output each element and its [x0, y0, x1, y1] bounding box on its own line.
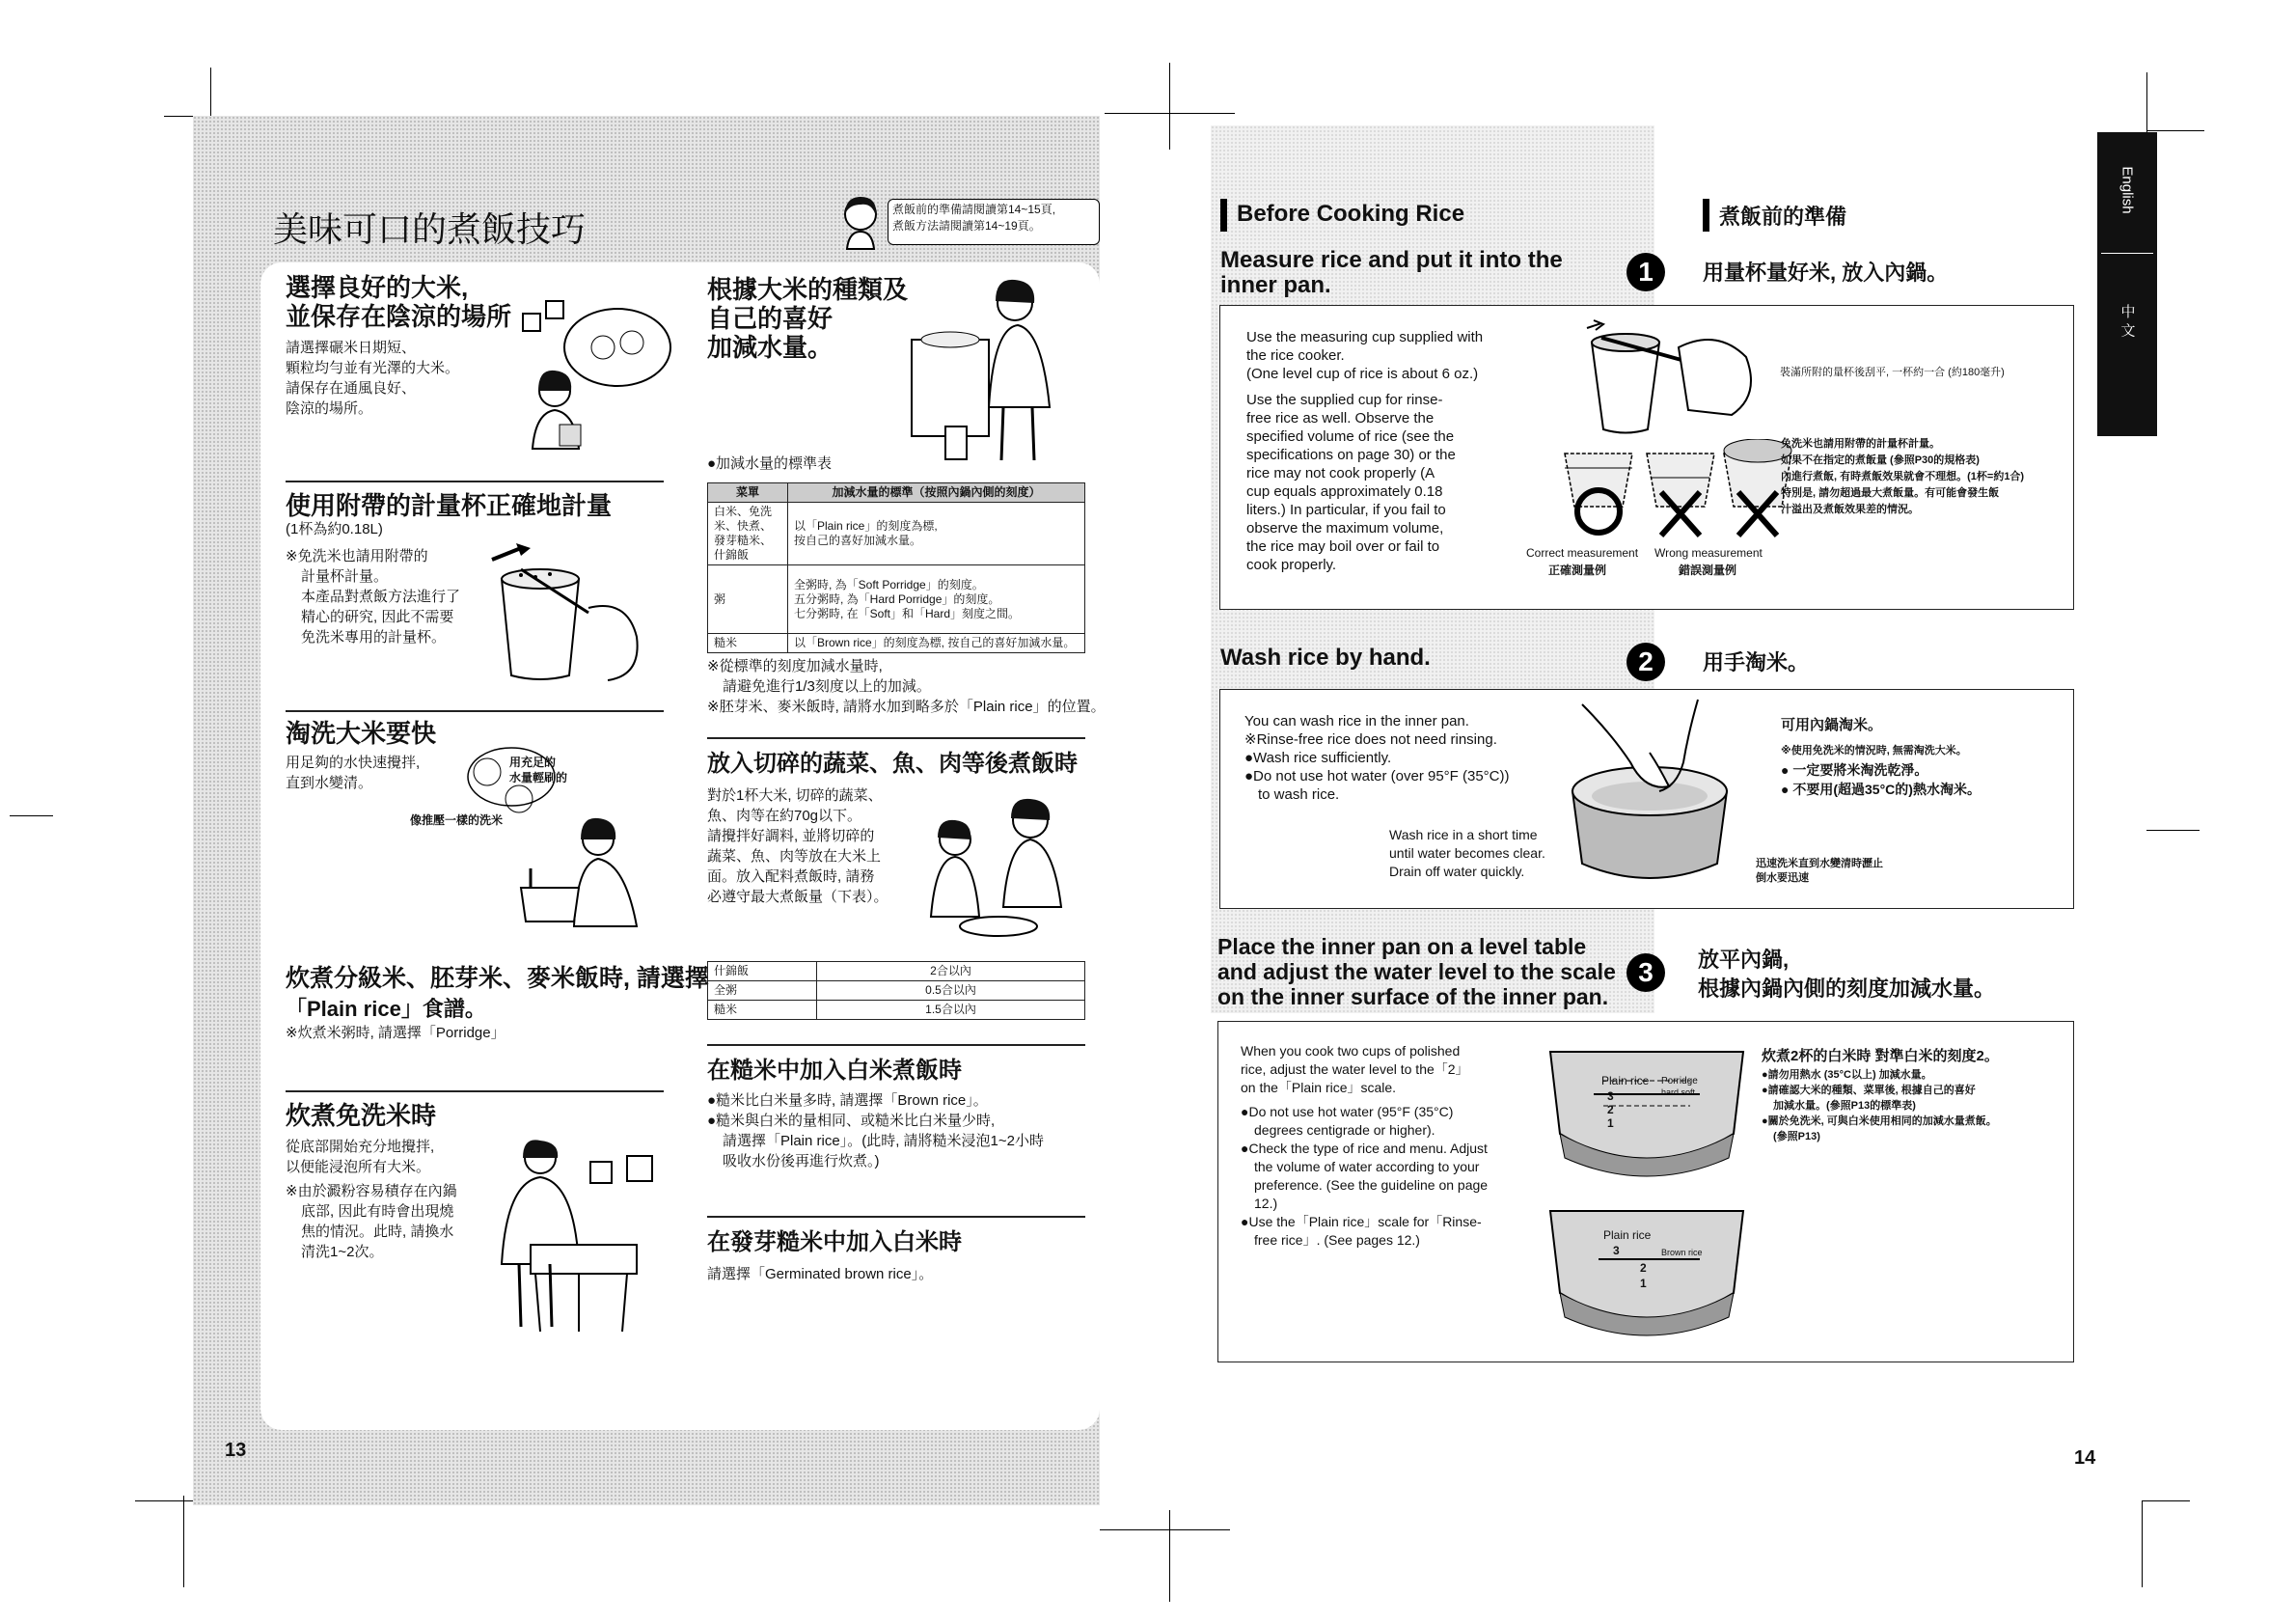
text-line: 加減水量。(參照P13的標準表)	[1773, 1100, 1916, 1112]
text-line: You can wash rice in the inner pan.	[1244, 713, 1469, 729]
scale-label-hardsoft: hard soft	[1661, 1087, 1696, 1097]
section-heading: 在發芽糙米中加入白米時	[707, 1229, 962, 1255]
crop-mark	[2142, 1500, 2143, 1587]
scale-label-plain: Plain rice	[1601, 1074, 1650, 1087]
text-line: ※使用免洗米的情況時, 無需淘洗大米。	[1781, 745, 1967, 756]
storage-illustration	[511, 289, 675, 454]
table-cell: 0.5合以內	[817, 981, 1085, 1001]
section-note: ※炊煮米粥時, 請選擇「Porridge」	[286, 1025, 506, 1041]
note-line: ※胚芽米、麥米飯時, 請將水加到略多於「Plain rice」的位置。	[707, 699, 1106, 715]
section-divider	[707, 1216, 1085, 1218]
cell-line: 全粥時, 為「Soft Porridge」的刻度。	[794, 577, 984, 591]
body-line: 從底部開始充分地攪拌,	[286, 1139, 435, 1155]
step2-text-en	[1244, 712, 1510, 804]
cell-line: 以「Brown rice」的刻度為標, 按自己的喜好加減水量。	[794, 636, 1076, 649]
body-line: 請選擇碾米日期短、	[286, 340, 417, 356]
section-subheading: (1杯為約0.18L)	[286, 521, 383, 537]
body-line: 請攪拌好調料, 並將切碎的	[707, 828, 875, 844]
section-heading: 在糙米中加入白米煮飯時	[707, 1058, 962, 1084]
table-header: 加減水量的標準（按照內鍋內側的刻度）	[788, 483, 1085, 503]
body-line: ※免洗米也請用附帶的	[286, 548, 428, 564]
cup-leveling-illustration	[1572, 318, 1765, 444]
note-line: 請避免進行1/3刻度以上的加減。	[723, 678, 931, 695]
table-cell: 1.5合以內	[817, 1001, 1085, 1020]
text-line: ● 一定要將米淘洗乾淨。	[1781, 762, 1928, 778]
step-heading-en: and adjust the water level to the scale	[1217, 959, 1616, 984]
note-line: 煮飯前的準備請閱讀第14~15頁,	[892, 203, 1056, 216]
section-divider	[286, 710, 664, 712]
table-title: ●加減水量的標準表	[707, 455, 833, 472]
inner-pan-scale-illustration	[1545, 1042, 1748, 1187]
text-line: preference. (See the guideline on page	[1254, 1177, 1489, 1193]
step-heading-en: on the inner surface of the inner pan.	[1217, 984, 1609, 1009]
scale-label-plain: Plain rice	[1603, 1228, 1652, 1242]
section-heading: 自己的喜好	[707, 304, 834, 333]
section-body	[286, 753, 420, 793]
table-cell: 糙米	[708, 634, 788, 653]
text-line: ●請勿用熱水 (35°C以上) 加減水量。	[1762, 1069, 1932, 1081]
body-line: ※由於澱粉容易積存在內鍋	[286, 1183, 457, 1199]
step-number-badge: 2	[1626, 643, 1665, 681]
text-line: free rice as well. Observe the	[1246, 410, 1435, 426]
text-line: 如果不在指定的煮飯量 (參照P30的規格表)	[1781, 454, 1980, 466]
section-heading: 放入切碎的蔬菜、魚、肉等後煮飯時	[707, 751, 1078, 777]
text-line: Wash rice in a short time	[1389, 827, 1538, 842]
body-line: 對於1杯大米, 切碎的蔬菜、	[707, 787, 883, 804]
body-line: 直到水變清。	[286, 775, 373, 791]
text-line: ●Check the type of rice and menu. Adjust	[1241, 1141, 1488, 1156]
cell-line: 七分粥時, 在「Soft」和「Hard」刻度之間。	[794, 606, 1021, 620]
step1-text-zh	[1781, 436, 2024, 518]
step1-text-en	[1246, 328, 1517, 574]
text-line: ●關於免洗米, 可與白米使用相同的加減水量煮飯。	[1762, 1115, 1997, 1127]
hand-washing-illustration	[1553, 695, 1746, 888]
water-level-table	[707, 482, 1085, 653]
section-heading: 根據大米的種類及	[707, 275, 909, 304]
text-line: 炊煮2杯的白米時 對準白米的刻度2。	[1762, 1048, 1999, 1064]
step2-caption-en	[1389, 826, 1545, 881]
note-bubble	[830, 193, 1100, 251]
step-heading-en: Place the inner pan on a level table	[1217, 934, 1587, 959]
correct-label-zh: 正確測量例	[1548, 564, 1607, 577]
crop-mark	[1105, 113, 1235, 114]
body-line: 請選擇「Plain rice」。(此時, 請將糙米浸泡1~2小時	[723, 1133, 1044, 1149]
section-body	[286, 546, 460, 647]
text-line: ● 不要用(超過35°C的)熱水淘米。	[1781, 782, 1981, 797]
text-line: the rice cooker.	[1246, 347, 1345, 364]
text-line: ※Rinse-free rice does not need rinsing.	[1244, 731, 1497, 748]
step-heading-zh: 用手淘米。	[1703, 650, 1810, 674]
table-cell: 粥	[708, 565, 788, 634]
body-line: 計量杯計量。	[301, 568, 389, 585]
text-line: ●Use the「Plain rice」scale for「Rinse-	[1241, 1214, 1482, 1229]
crop-mark	[2146, 830, 2200, 831]
section-title-en: Before Cooking Rice	[1237, 201, 1465, 227]
crop-mark	[2146, 130, 2204, 131]
wrong-label-zh: 錯誤測量例	[1679, 564, 1737, 577]
body-line: 本產品對煮飯方法進行了	[301, 589, 461, 605]
left-page-title: 美味可口的煮飯技巧	[273, 209, 587, 249]
text-line: (One level cup of rice is about 6 oz.)	[1246, 366, 1479, 382]
crop-mark	[135, 1500, 193, 1501]
text-line: When you cook two cups of polished	[1241, 1043, 1461, 1059]
text-line: specified volume of rice (see the	[1246, 428, 1455, 445]
language-tab	[2097, 132, 2157, 436]
body-line: 蔬菜、魚、肉等放在大米上	[707, 848, 882, 865]
step-heading-zh: 根據內鍋內側的刻度加減水量。	[1698, 977, 1996, 1001]
crop-mark	[1169, 63, 1170, 150]
body-line: 必遵守最大煮飯量（下表）。	[707, 889, 888, 905]
text-line: ●Do not use hot water (over 95°F (35°C))	[1244, 768, 1510, 784]
crop-mark	[183, 1496, 184, 1587]
family-illustration	[916, 791, 1080, 946]
table-cell: 全粥	[708, 981, 817, 1001]
section-body	[286, 1137, 457, 1262]
body-line: 以便能浸泡所有大米。	[286, 1159, 431, 1175]
body-line: 焦的情況。此時, 請換水	[301, 1224, 454, 1240]
body-line: 吸收水份後再進行炊煮。)	[723, 1153, 880, 1169]
text-line: 可用內鍋淘米。	[1781, 717, 1883, 733]
text-line: Drain off water quickly.	[1389, 864, 1525, 879]
body-line: ●糙米比白米量多時, 請選擇「Brown rice」。	[707, 1092, 988, 1109]
text-line: Use the measuring cup supplied with	[1246, 329, 1484, 345]
page-number: 13	[225, 1440, 247, 1461]
scale-mark: 2	[1640, 1261, 1647, 1275]
body-line: 請保存在通風良好、	[286, 380, 417, 397]
title-bar-icon	[1220, 199, 1227, 232]
step-number-badge: 1	[1626, 253, 1665, 291]
step-heading-zh: 用量杯量好米, 放入內鍋。	[1703, 261, 1949, 285]
section-body: 請選擇「Germinated brown rice」。	[707, 1266, 934, 1282]
section-title-zh: 煮飯前的準備	[1719, 205, 1847, 229]
text-line: to wash rice.	[1258, 786, 1340, 803]
text-line: on the「Plain rice」scale.	[1241, 1080, 1397, 1095]
text-line: 倒水要迅速	[1756, 872, 1809, 884]
step-heading-en: Measure rice and put it into the	[1220, 247, 1563, 273]
section-divider	[707, 737, 1085, 739]
step2-caption-zh	[1756, 857, 1883, 886]
body-line: 面。放入配料煮飯時, 請務	[707, 868, 875, 885]
correct-label-en: Correct measurement	[1526, 546, 1639, 560]
scale-mark: 1	[1640, 1277, 1647, 1290]
text-line: 迅速洗米直到水變清時瀝止	[1756, 858, 1883, 869]
step-number-badge: 3	[1626, 953, 1665, 992]
bubble-label: 像推壓一樣的洗米	[410, 813, 504, 827]
section-heading: 並保存在陰涼的場所	[286, 302, 512, 331]
scale-mark: 2	[1607, 1103, 1614, 1116]
section-heading: 炊煮免洗米時	[286, 1101, 437, 1130]
table-header: 菜單	[708, 483, 788, 503]
text-line: 免洗米也請用附帶的計量杯計量。	[1781, 438, 1940, 450]
tab-chinese: 中 文	[2118, 303, 2136, 338]
body-line: 顆粒均勻並有光澤的大米。	[286, 360, 460, 376]
table-cell: 2合以內	[817, 962, 1085, 981]
text-line: observe the maximum volume,	[1246, 520, 1444, 536]
section-heading: 選擇良好的大米,	[286, 273, 469, 302]
text-line: 12.)	[1254, 1196, 1278, 1211]
table-cell: 白米、免洗米、快煮、發芽糙米、什錦飯	[708, 503, 788, 565]
tab-english: English	[2118, 166, 2136, 214]
table-cell	[788, 634, 1085, 653]
title-bar-icon	[1703, 199, 1709, 232]
section-heading: 使用附帶的計量杯正確地計量	[286, 491, 613, 520]
bubble-label: 用充足的	[509, 756, 557, 769]
text-line: ●Do not use hot water (95°F (35°C)	[1241, 1104, 1454, 1119]
scale-mark: 3	[1613, 1244, 1620, 1257]
text-line: degrees centigrade or higher).	[1254, 1122, 1435, 1138]
text-line: the volume of water according to your	[1254, 1159, 1480, 1174]
cell-line: 以「Plain rice」的刻度為標,	[794, 519, 938, 533]
body-line: 底部, 因此有時會出現燒	[301, 1203, 454, 1220]
crop-mark	[2142, 1500, 2190, 1501]
cell-line: 按自己的喜好加減水量。	[794, 534, 922, 547]
note-line: 煮飯方法請閱讀第14~19頁。	[892, 219, 1041, 233]
text-line: (參照P13)	[1773, 1131, 1820, 1142]
body-line: 魚、肉等在約70g以下。	[707, 808, 862, 824]
step2-text-zh	[1781, 716, 1981, 799]
max-cooking-table	[707, 961, 1085, 1020]
step3-text-en	[1241, 1042, 1488, 1250]
crop-mark	[1100, 1529, 1230, 1530]
table-cell: 糙米	[708, 1001, 817, 1020]
section-heading: 炊煮分級米、胚芽米、麥米飯時, 請選擇	[286, 965, 709, 992]
text-line: free rice」. (See pages 12.)	[1254, 1232, 1420, 1248]
scale-label-porridge: Porridge	[1661, 1076, 1698, 1087]
text-line: ●請確認大米的種類、菜單後, 根據自己的喜好	[1762, 1085, 1976, 1096]
section-heading: 加減水量。	[707, 333, 834, 362]
text-line: rice, adjust the water level to the「2」	[1241, 1061, 1469, 1077]
wrong-label-en: Wrong measurement	[1654, 546, 1763, 560]
step-heading-en: Wash rice by hand.	[1220, 645, 1431, 671]
text-line: Use the supplied cup for rinse-	[1246, 392, 1443, 408]
text-line: until water becomes clear.	[1389, 845, 1545, 861]
step-heading-en: inner pan.	[1220, 272, 1331, 298]
text-line: the rice may boil over or fail to	[1246, 538, 1440, 555]
body-line: 免洗米專用的計量杯。	[301, 629, 447, 646]
text-line: specifications on page 30) or the	[1246, 447, 1456, 463]
scale-mark: 1	[1607, 1116, 1614, 1130]
crop-mark	[1169, 1510, 1170, 1602]
scale-mark: 3	[1607, 1089, 1614, 1103]
text-line: rice may not cook properly (A	[1246, 465, 1435, 481]
section-body	[707, 1090, 1044, 1171]
section-divider	[707, 1044, 1085, 1046]
text-line: 汁溢出及煮飯效果差的情況。	[1781, 504, 1919, 515]
section-body	[286, 338, 459, 419]
note-line: ※從標準的刻度加減水量時,	[707, 658, 883, 674]
cell-line: 五分粥時, 為「Hard Porridge」的刻度。	[794, 591, 1000, 606]
text-line: liters.) In particular, if you fail to	[1246, 502, 1446, 518]
body-line: ●糙米與白米的量相同、或糙米比白米量少時,	[707, 1113, 996, 1129]
bubble-label: 水量輕刷的	[509, 771, 568, 784]
cup-note-zh: 裝滿所附的量杯後刮平, 一杯約一合 (約180毫升)	[1780, 367, 2005, 378]
measurement-examples-illustration	[1555, 439, 1796, 545]
text-line: ●Wash rice sufficiently.	[1244, 750, 1392, 766]
table-notes	[707, 656, 1106, 717]
scale-label-brown: Brown rice	[1661, 1248, 1703, 1257]
body-line: 陰涼的場所。	[286, 400, 373, 417]
crop-mark	[2146, 72, 2147, 135]
text-line: 特別是, 請勿超過最大煮飯量。有可能會發生飯	[1781, 487, 2000, 499]
body-line: 清洗1~2次。	[301, 1244, 384, 1260]
crop-mark	[10, 815, 53, 816]
section-heading: 淘洗大米要快	[286, 719, 437, 748]
body-line: 用足夠的水快速攪拌,	[286, 755, 421, 771]
measuring-cup-illustration	[482, 540, 656, 685]
page-number: 14	[2074, 1447, 2096, 1469]
text-line: cup equals approximately 0.18	[1246, 483, 1443, 500]
kitchen-illustration	[907, 272, 1080, 465]
section-heading: 「Plain rice」食譜。	[286, 997, 486, 1021]
text-line: cook properly.	[1246, 557, 1337, 573]
section-divider	[286, 1090, 664, 1092]
section-body	[707, 785, 888, 907]
step-heading-zh: 放平內鍋,	[1698, 948, 1790, 972]
inner-pan-scale-illustration	[1545, 1201, 1748, 1346]
section-divider	[286, 481, 664, 482]
body-line: 精心的研究, 因此不需要	[301, 609, 454, 625]
step3-text-zh	[1762, 1046, 1999, 1144]
rinse-free-illustration	[482, 1139, 675, 1332]
table-cell	[788, 503, 1085, 565]
table-cell: 什錦飯	[708, 962, 817, 981]
text-line: 內進行煮飯, 有時煮飯效果就會不理想。(1杯=約1合)	[1781, 471, 2025, 482]
table-cell	[788, 565, 1085, 634]
